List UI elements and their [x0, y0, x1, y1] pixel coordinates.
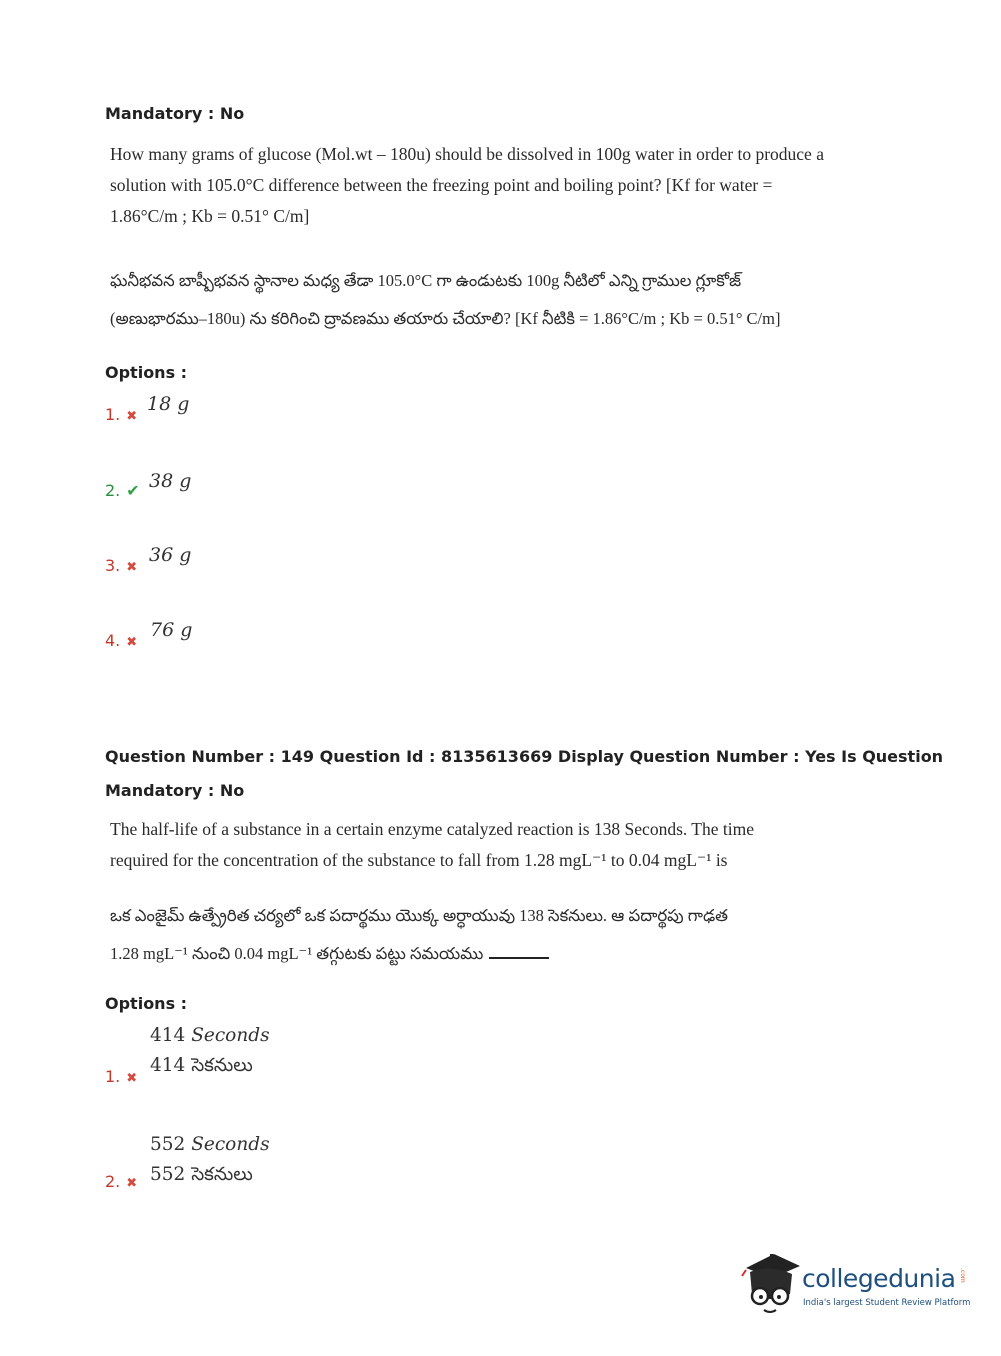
q1-telugu-line: (అణుభారము–180u) ను కరిగించి ద్రావణము తయారు చేయాలి? [Kf నీటికి = 1.86°C/m ; Kb = 0.51° C/m]: [110, 309, 781, 328]
q2-mandatory-label: Mandatory : No: [105, 781, 245, 800]
logo-domain-suffix: .com: [959, 1268, 966, 1283]
cross-icon: ✖: [126, 409, 138, 424]
q2-english-text: [110, 814, 754, 876]
q2-english-line: required for the concentration of the substance to fall from 1.28 mgL⁻¹ to 0.04 mgL⁻¹ is: [110, 850, 728, 870]
collegedunia-logo: [740, 1250, 970, 1320]
q2-option-1-english: 414 Seconds: [150, 1025, 270, 1046]
check-icon: ✔: [126, 481, 140, 500]
q2-option-2-english: 552 Seconds: [150, 1134, 270, 1155]
q1-option-1-value: 18 g: [147, 393, 190, 415]
q1-english-line: solution with 105.0°C difference between the freezing point and boiling point? [Kf for water =: [110, 175, 773, 195]
logo-wordmark: collegedunia: [802, 1264, 956, 1293]
q2-option-2-number: 2. ✖: [105, 1172, 138, 1191]
q2-telugu-line-2: 1.28 mgL⁻¹ నుంచి 0.04 mgL⁻¹ తగ్గుటకు పట్టు సమయము: [110, 935, 728, 973]
q1-telugu-line: ఘనీభవన బాష్పీభవన స్థానాల మధ్య తేడా 105.0°C గా ఉండుటకు 100g నీటిలో ఎన్ని గ్రాముల గ్లూకోజ్: [110, 271, 742, 290]
q1-telugu-text: [110, 262, 780, 338]
q1-option-4-number: 4. ✖: [105, 631, 138, 650]
q2-option-1-value: [150, 1021, 270, 1081]
q1-options-label: Options :: [105, 363, 188, 382]
q2-option-2-telugu: 552 సెకనులు: [150, 1164, 253, 1185]
q1-option-2-value: 38 g: [149, 470, 192, 492]
cross-icon: ✖: [126, 635, 138, 650]
q2-option-1-number: 1. ✖: [105, 1067, 138, 1086]
q1-option-3-number: 3. ✖: [105, 556, 138, 575]
answer-blank: [489, 943, 549, 959]
mascot-icon: [740, 1250, 802, 1318]
q2-telugu-text: [110, 897, 728, 973]
q1-option-1-number: 1. ✖: [105, 405, 138, 424]
q2-english-line: The half-life of a substance in a certain enzyme catalyzed reaction is 138 Seconds. The time: [110, 819, 754, 839]
q2-option-2-value: [150, 1130, 270, 1190]
q2-telugu-line: ఒక ఎంజైమ్ ఉత్ప్రేరిత చర్యలో ఒక పదార్థము యొక్క అర్ధాయువు 138 సెకనులు. ఆ పదార్థపు గాఢత: [110, 906, 728, 925]
q2-options-label: Options :: [105, 994, 188, 1013]
q1-english-line: How many grams of glucose (Mol.wt – 180u) should be dissolved in 100g water in order to produce a: [110, 144, 824, 164]
cross-icon: ✖: [126, 1071, 138, 1086]
q1-english-text: [110, 139, 824, 232]
q1-option-2-number: 2. ✔: [105, 481, 140, 500]
cross-icon: ✖: [126, 560, 138, 575]
q1-english-line: 1.86°C/m ; Kb = 0.51° C/m]: [110, 206, 310, 226]
q1-option-4-value: 76 g: [150, 619, 193, 641]
logo-tagline: India's largest Student Review Platform: [803, 1298, 971, 1308]
q1-mandatory-label: Mandatory : No: [105, 104, 245, 123]
q2-header: Question Number : 149 Question Id : 8135613669 Display Question Number : Yes Is Question: [105, 747, 944, 766]
cross-icon: ✖: [126, 1176, 138, 1191]
q2-option-1-telugu: 414 సెకనులు: [150, 1055, 253, 1076]
q1-option-3-value: 36 g: [149, 544, 192, 566]
